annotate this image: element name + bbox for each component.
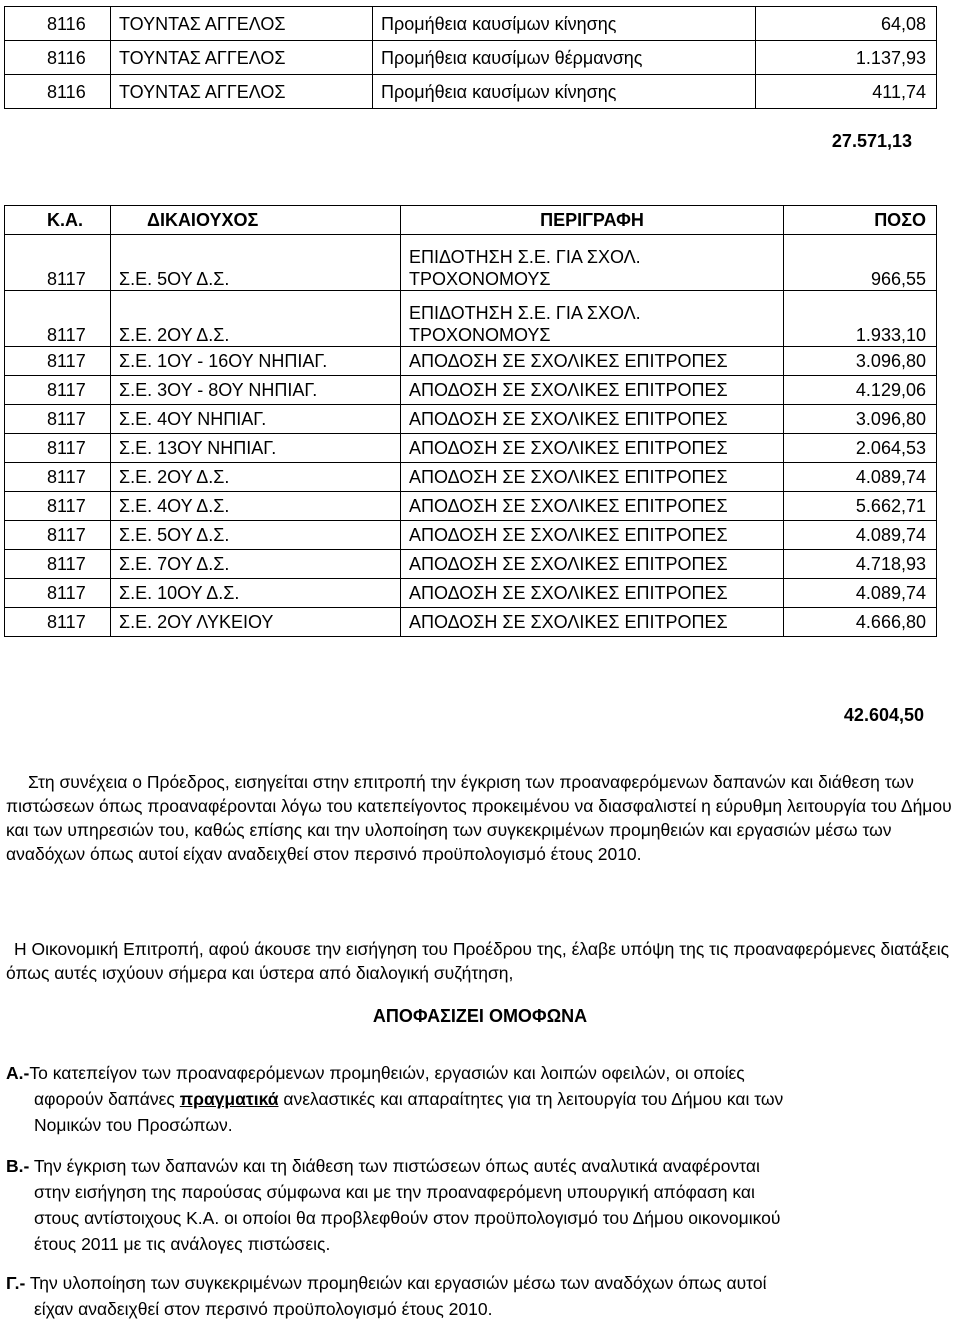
item-a-label: Α.-	[6, 1063, 30, 1083]
beneficiary-cell: Σ.Ε. 4ΟΥ Δ.Σ.	[111, 492, 401, 521]
description-line1: ΕΠΙΔΟΤΗΣΗ Σ.Ε. ΓΙΑ ΣΧΟΛ.	[409, 247, 641, 267]
item-c-line1: Την υλοποίηση των συγκεκριμένων προμηθειών και εργασιών μέσω των αναδόχων όπως αυτοί	[25, 1273, 767, 1293]
beneficiary-cell: ΤΟΥΝΤΑΣ ΑΓΓΕΛΟΣ	[111, 75, 373, 109]
amount-cell: 64,08	[756, 7, 937, 41]
description-cell	[401, 235, 784, 291]
beneficiary-cell: Σ.Ε. 7ΟΥ Δ.Σ.	[111, 550, 401, 579]
beneficiary-cell: Σ.Ε. 13ΟΥ ΝΗΠΙΑΓ.	[111, 434, 401, 463]
table-row	[5, 75, 937, 109]
amount-cell: 5.662,71	[784, 492, 937, 521]
table-row	[5, 579, 937, 608]
amount-cell: 1.137,93	[756, 41, 937, 75]
table-row	[5, 550, 937, 579]
item-a-line2	[6, 1086, 956, 1112]
table-row	[5, 291, 937, 347]
beneficiary-cell: Σ.Ε. 5ΟΥ Δ.Σ.	[111, 521, 401, 550]
ka-cell: 8117	[5, 521, 111, 550]
description-cell: ΑΠΟΔΟΣΗ ΣΕ ΣΧΟΛΙΚΕΣ ΕΠΙΤΡΟΠΕΣ	[401, 463, 784, 492]
beneficiary-cell: ΤΟΥΝΤΑΣ ΑΓΓΕΛΟΣ	[111, 7, 373, 41]
description-cell: Προμήθεια καυσίμων κίνησης	[373, 75, 756, 109]
table-row	[5, 41, 937, 75]
amount-cell: 4.089,74	[784, 463, 937, 492]
beneficiary-cell: Σ.Ε. 2ΟΥ Δ.Σ.	[111, 291, 401, 347]
item-c-label: Γ.-	[6, 1273, 26, 1293]
beneficiary-cell: ΤΟΥΝΤΑΣ ΑΓΓΕΛΟΣ	[111, 41, 373, 75]
beneficiary-cell: Σ.Ε. 3ΟΥ - 8ΟΥ ΝΗΠΙΑΓ.	[111, 376, 401, 405]
item-a-line1: Το κατεπείγον των προαναφερόμενων προμηθειών, εργασιών και λοιπών οφειλών, οι οποίες	[29, 1063, 745, 1083]
amount-cell: 3.096,80	[784, 347, 937, 376]
amount-cell: 4.666,80	[784, 608, 937, 637]
ka-cell: 8117	[5, 463, 111, 492]
description-cell: ΑΠΟΔΟΣΗ ΣΕ ΣΧΟΛΙΚΕΣ ΕΠΙΤΡΟΠΕΣ	[401, 492, 784, 521]
beneficiary-cell: Σ.Ε. 4ΟΥ ΝΗΠΙΑΓ.	[111, 405, 401, 434]
item-a-emphasis: πραγματικά	[179, 1089, 279, 1109]
amount-cell: 4.089,74	[784, 521, 937, 550]
description-cell: ΑΠΟΔΟΣΗ ΣΕ ΣΧΟΛΙΚΕΣ ΕΠΙΤΡΟΠΕΣ	[401, 434, 784, 463]
beneficiary-cell: Σ.Ε. 2ΟΥ ΛΥΚΕΙΟΥ	[111, 608, 401, 637]
header-beneficiary: ΔΙΚΑΙΟΥΧΟΣ	[111, 206, 401, 235]
description-line2: ΤΡΟΧΟΝΟΜΟΥΣ	[409, 269, 551, 289]
amount-cell: 3.096,80	[784, 405, 937, 434]
description-cell	[401, 291, 784, 347]
table-row	[5, 405, 937, 434]
description-cell: ΑΠΟΔΟΣΗ ΣΕ ΣΧΟΛΙΚΕΣ ΕΠΙΤΡΟΠΕΣ	[401, 550, 784, 579]
description-cell: ΑΠΟΔΟΣΗ ΣΕ ΣΧΟΛΙΚΕΣ ΕΠΙΤΡΟΠΕΣ	[401, 376, 784, 405]
item-b-line4: έτους 2011 με τις ανάλογες πιστώσεις.	[34, 1234, 331, 1254]
amount-cell: 4.718,93	[784, 550, 937, 579]
header-description: ΠΕΡΙΓΡΑΦΗ	[401, 206, 784, 235]
item-a-line3: Νομικών του Προσώπων.	[34, 1115, 233, 1135]
decision-item-a	[6, 1060, 956, 1138]
beneficiary-cell: Σ.Ε. 1ΟΥ - 16ΟΥ ΝΗΠΙΑΓ.	[111, 347, 401, 376]
ka-cell: 8116	[5, 7, 111, 41]
table-row	[5, 492, 937, 521]
beneficiary-cell: Σ.Ε. 2ΟΥ Δ.Σ.	[111, 463, 401, 492]
beneficiary-cell: Σ.Ε. 5ΟΥ Δ.Σ.	[111, 235, 401, 291]
item-b-line2: στην εισήγηση της παρούσας σύμφωνα και με την προαναφερόμενη υπουργική απόφαση και	[34, 1182, 755, 1202]
amount-cell: 2.064,53	[784, 434, 937, 463]
table-row	[5, 463, 937, 492]
ka-cell: 8116	[5, 41, 111, 75]
amount-cell: 966,55	[784, 235, 937, 291]
committee-paragraph: Η Οικονομική Επιτροπή, αφού άκουσε την εισήγηση του Προέδρου της, έλαβε υπόψη της τις προαναφερόμενες διατάξεις όπως αυτές ισχύουν σήμερα και ύστερα από διαλογική συζήτηση,	[6, 939, 950, 983]
item-b-line1: Την έγκριση των δαπανών και τη διάθεση των πιστώσεων όπως αυτές αναλυτικά αναφέρονται	[29, 1156, 760, 1176]
ka-cell: 8117	[5, 579, 111, 608]
ka-cell: 8117	[5, 492, 111, 521]
table-row	[5, 521, 937, 550]
school-committee-table	[4, 205, 937, 637]
ka-cell: 8117	[5, 405, 111, 434]
description-cell: Προμήθεια καυσίμων κίνησης	[373, 7, 756, 41]
decision-item-b	[6, 1153, 956, 1257]
fuel-expenses-table	[4, 6, 937, 109]
description-line2: ΤΡΟΧΟΝΟΜΟΥΣ	[409, 325, 551, 345]
beneficiary-cell: Σ.Ε. 10ΟΥ Δ.Σ.	[111, 579, 401, 608]
amount-cell: 4.089,74	[784, 579, 937, 608]
table-row	[5, 235, 937, 291]
item-b-line3: στους αντίστοιχους Κ.Α. οι οποίοι θα προβλεφθούν στον προϋπολογισμό του Δήμου οικονομικού	[34, 1208, 781, 1228]
description-cell: ΑΠΟΔΟΣΗ ΣΕ ΣΧΟΛΙΚΕΣ ΕΠΙΤΡΟΠΕΣ	[401, 347, 784, 376]
item-a-line2-end: ανελαστικές και απαραίτητες για τη λειτουργία του Δήμου και των	[278, 1089, 784, 1109]
ka-cell: 8116	[5, 75, 111, 109]
proposal-paragraph: Στη συνέχεια ο Πρόεδρος, εισηγείται στην επιτροπή την έγκριση των προαναφερόμενων δαπανών και διάθεση των πιστώσεων όπως προαναφέρονται λόγω του κατεπείγοντος προκειμένου να διασφαλιστεί η εύρυθμη λειτουργία του Δήμου και των υπηρεσιών του, καθώς επίσης και την υλοποίηση των συγκεκριμένων προμηθειών και εργασιών μέσω των αναδόχων όπως αυτοί είχαν αναδειχθεί στον περσινό προϋπολογισμό έτους 2010.	[6, 772, 952, 864]
amount-cell: 411,74	[756, 75, 937, 109]
ka-cell: 8117	[5, 376, 111, 405]
ka-cell: 8117	[5, 347, 111, 376]
item-b-label: Β.-	[6, 1156, 30, 1176]
ka-cell: 8117	[5, 235, 111, 291]
ka-cell: 8117	[5, 608, 111, 637]
table-row	[5, 608, 937, 637]
item-a-line2-start: αφορούν δαπάνες	[34, 1089, 180, 1109]
description-cell: ΑΠΟΔΟΣΗ ΣΕ ΣΧΟΛΙΚΕΣ ΕΠΙΤΡΟΠΕΣ	[401, 405, 784, 434]
ka-cell: 8117	[5, 550, 111, 579]
amount-cell: 1.933,10	[784, 291, 937, 347]
table-row	[5, 434, 937, 463]
header-amount: ΠΟΣΟ	[784, 206, 937, 235]
table-row	[5, 347, 937, 376]
table1-total: 27.571,13	[831, 131, 912, 151]
table-row	[5, 376, 937, 405]
header-ka: Κ.Α.	[5, 206, 111, 235]
table-row	[5, 7, 937, 41]
ka-cell: 8117	[5, 434, 111, 463]
decision-heading: ΑΠΟΦΑΣΙΖΕΙ ΟΜΟΦΩΝΑ	[372, 1006, 588, 1026]
item-c-line2: είχαν αναδειχθεί στον περσινό προϋπολογισμό έτους 2010.	[34, 1299, 493, 1319]
table-header-row	[5, 206, 937, 235]
description-cell: ΑΠΟΔΟΣΗ ΣΕ ΣΧΟΛΙΚΕΣ ΕΠΙΤΡΟΠΕΣ	[401, 579, 784, 608]
description-cell: Προμήθεια καυσίμων θέρμανσης	[373, 41, 756, 75]
description-line1: ΕΠΙΔΟΤΗΣΗ Σ.Ε. ΓΙΑ ΣΧΟΛ.	[409, 303, 641, 323]
table2-total: 42.604,50	[843, 705, 924, 725]
ka-cell: 8117	[5, 291, 111, 347]
decision-item-c	[6, 1270, 956, 1322]
amount-cell: 4.129,06	[784, 376, 937, 405]
description-cell: ΑΠΟΔΟΣΗ ΣΕ ΣΧΟΛΙΚΕΣ ΕΠΙΤΡΟΠΕΣ	[401, 521, 784, 550]
description-cell: ΑΠΟΔΟΣΗ ΣΕ ΣΧΟΛΙΚΕΣ ΕΠΙΤΡΟΠΕΣ	[401, 608, 784, 637]
